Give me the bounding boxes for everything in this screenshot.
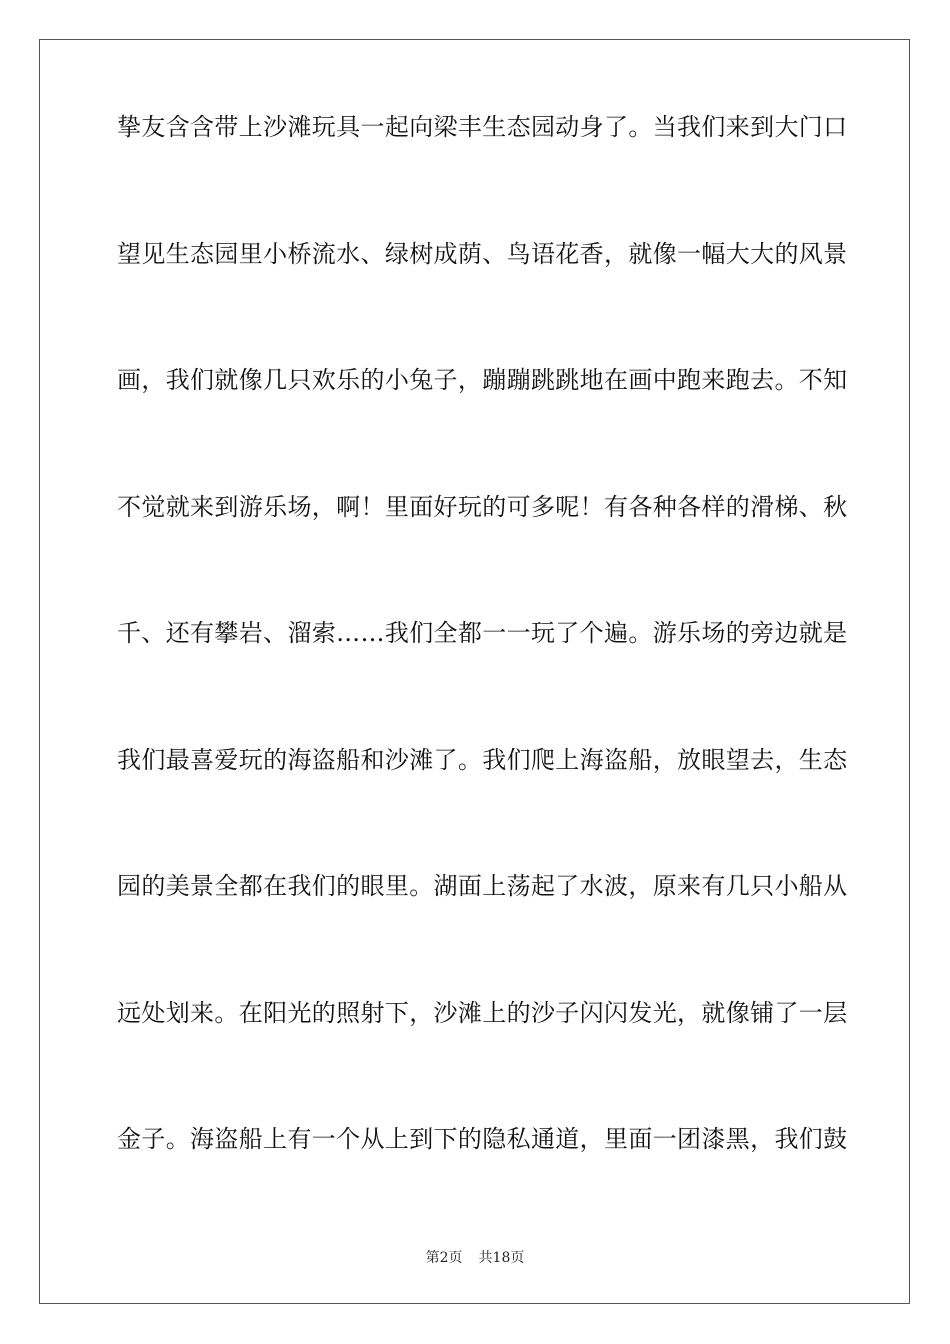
page-total: 共18页: [478, 1250, 525, 1266]
text-line: 不觉就来到游乐场，啊！里面好玩的可多呢！有各种各样的滑梯、秋: [117, 492, 848, 521]
text-line: 金子。海盗船上有一个从上到下的隐私通道，里面一团漆黑，我们鼓: [117, 1125, 848, 1153]
text-line: 我们最喜爱玩的海盗船和沙滩了。我们爬上海盗船，放眼望去，生态: [117, 745, 848, 774]
document-body: [117, 113, 848, 1266]
text-line: 园的美景全都在我们的眼里。湖面上荡起了水波，原来有几只小船从: [117, 872, 848, 900]
text-line: 远处划来。在阳光的照射下，沙滩上的沙子闪闪发光，就像铺了一层: [117, 998, 848, 1027]
text-line: 望见生态园里小桥流水、绿树成荫、鸟语花香，就像一幅大大的风景: [117, 239, 848, 268]
page-footer: [0, 1247, 950, 1267]
text-line: 千、还有攀岩、溜索……我们全都一一玩了个遍。游乐场的旁边就是: [117, 619, 848, 647]
text-line: 画，我们就像几只欢乐的小兔子，蹦蹦跳跳地在画中跑来跑去。不知: [117, 366, 848, 394]
page-number: 第2页: [425, 1250, 463, 1266]
text-line: 挚友含含带上沙滩玩具一起向梁丰生态园动身了。当我们来到大门口: [117, 113, 848, 141]
